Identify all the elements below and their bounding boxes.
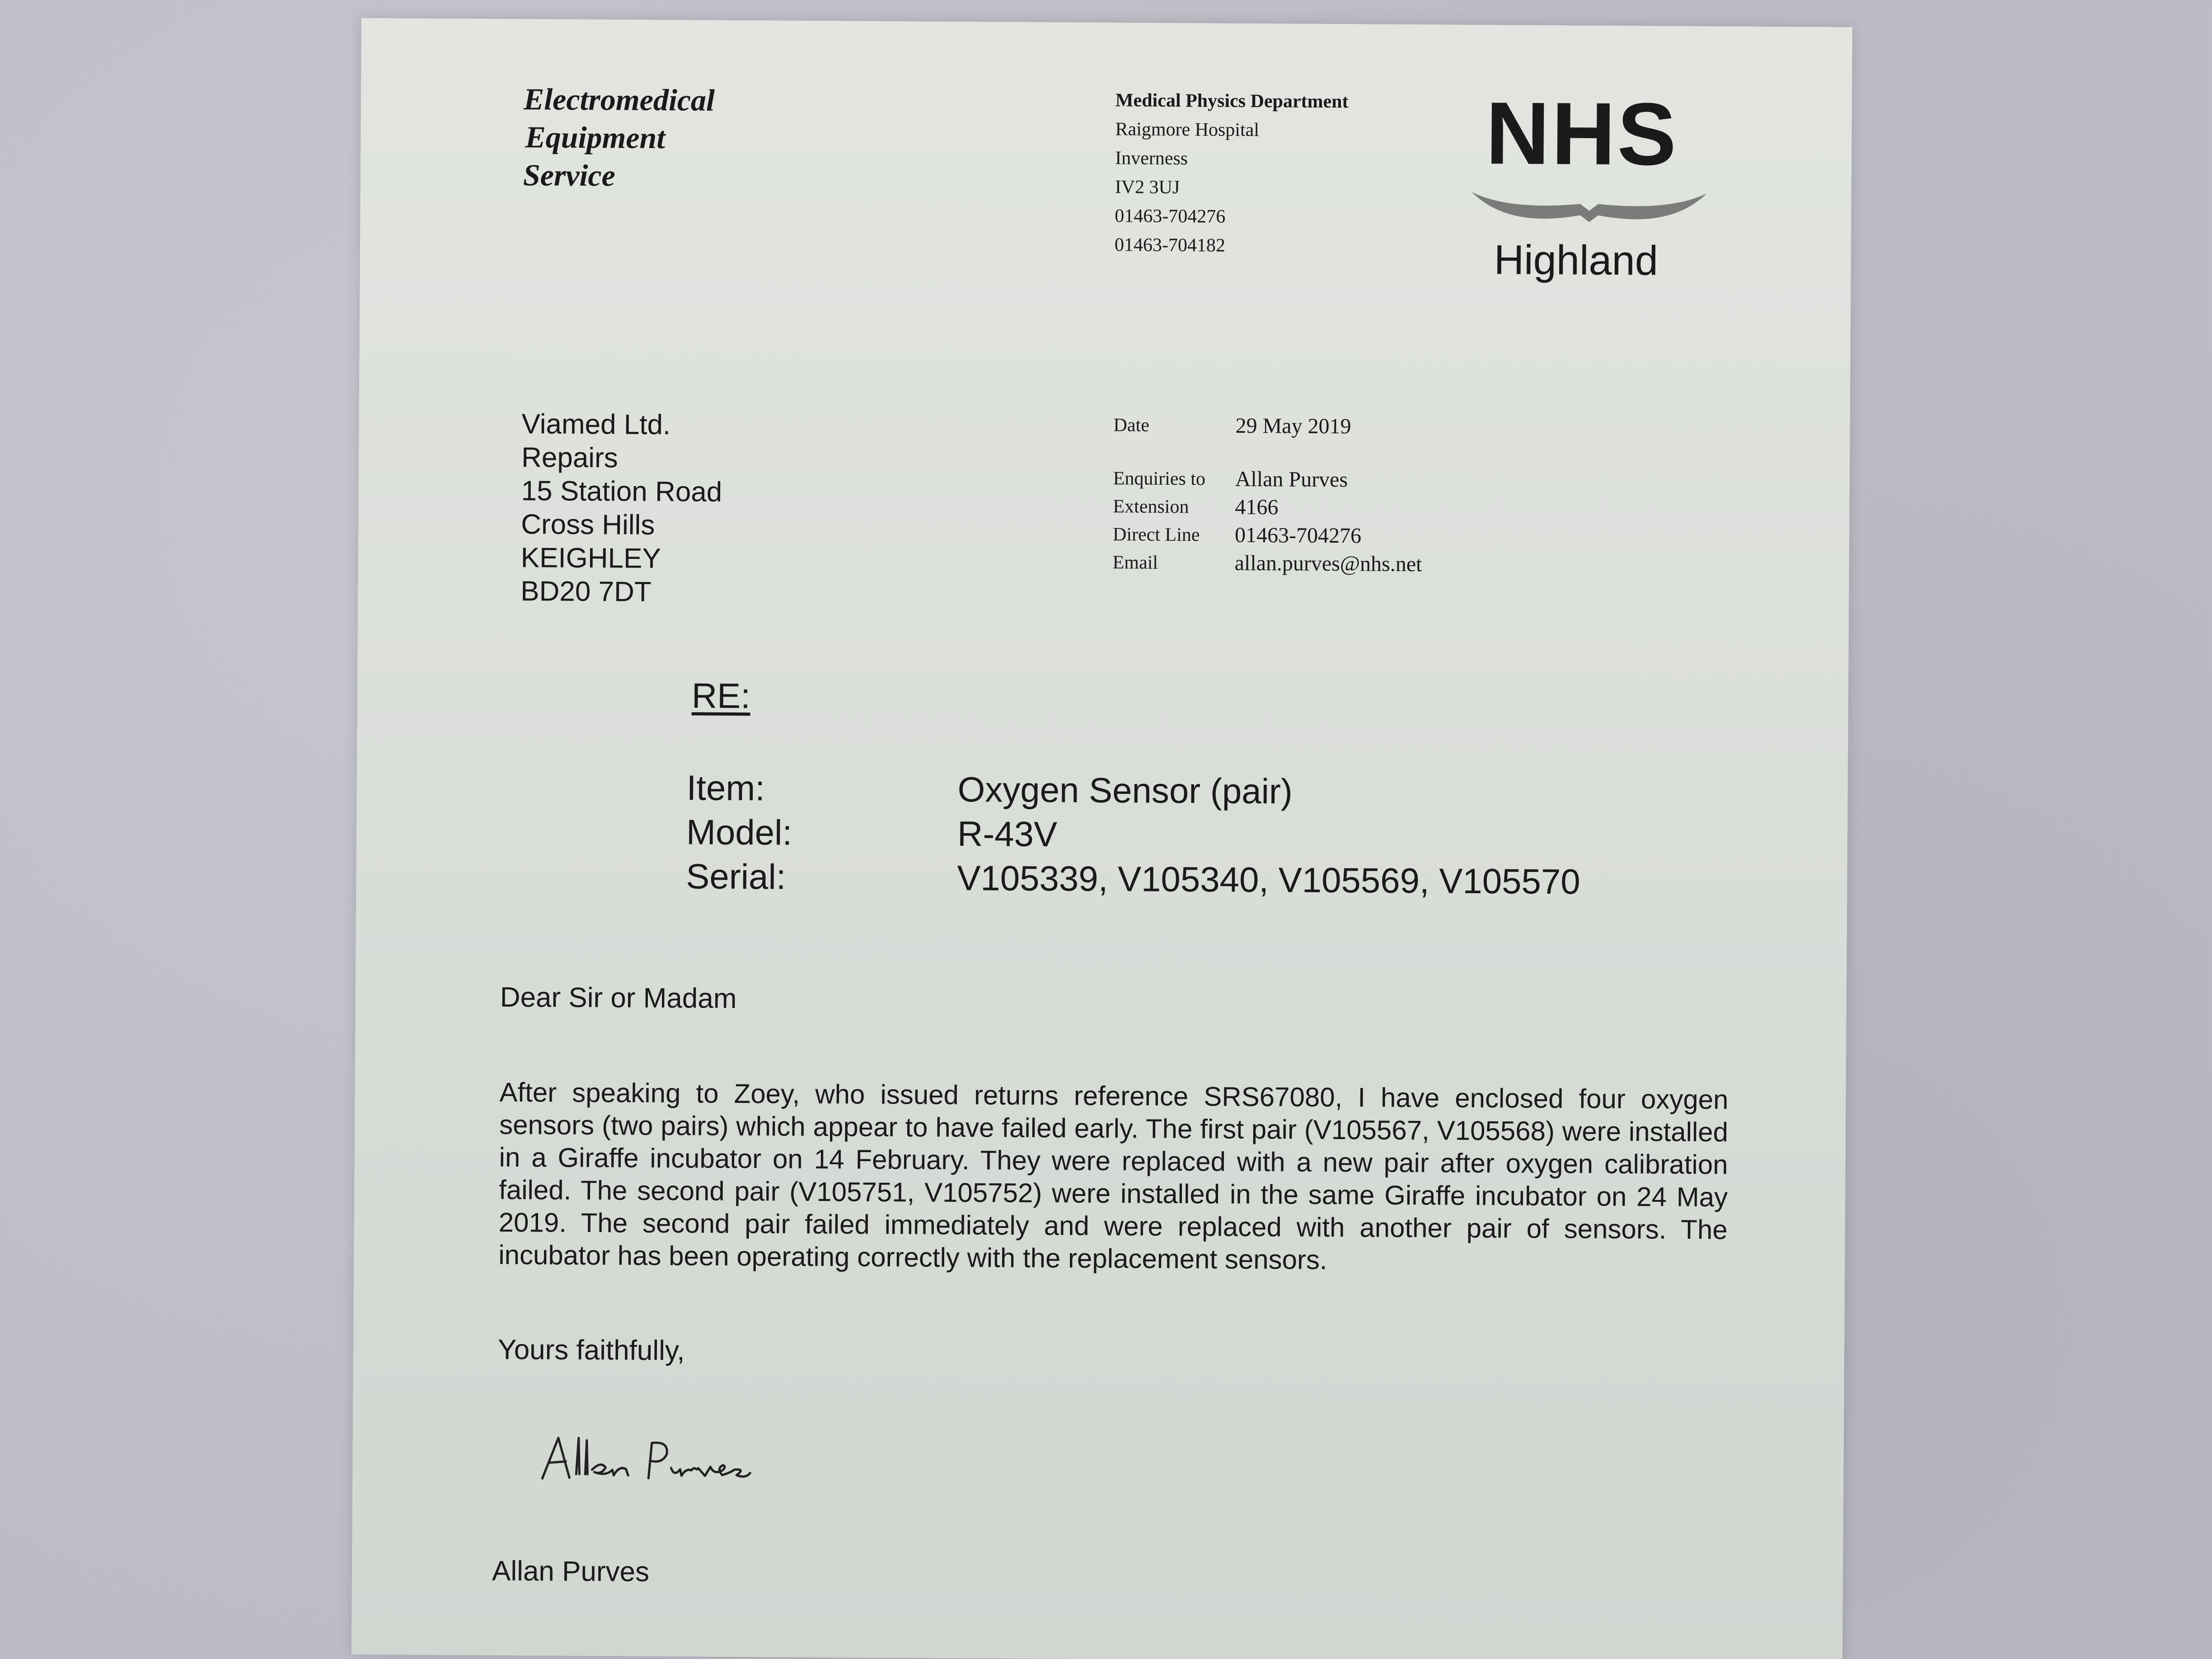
date-value: 29 May 2019	[1235, 413, 1351, 439]
item-details	[686, 765, 1581, 904]
address-line: Inverness	[1115, 148, 1188, 169]
enquiries-value: Allan Purves	[1235, 467, 1348, 492]
item-value: Oxygen Sensor (pair)	[957, 769, 1293, 811]
serial-row	[686, 854, 1580, 904]
letter-page	[351, 18, 1852, 1659]
date-row	[1113, 411, 1423, 441]
recipient-line: Viamed Ltd.	[521, 408, 671, 441]
enquiries-label: Enquiries to	[1113, 468, 1206, 490]
email-value: allan.purves@nhs.net	[1234, 551, 1422, 576]
service-line-3: Service	[523, 158, 616, 193]
salutation: Dear Sir or Madam	[500, 981, 737, 1015]
extension-row	[1113, 492, 1422, 522]
serial-value: V105339, V105340, V105569, V105570	[957, 858, 1580, 902]
model-label: Model:	[686, 812, 792, 853]
address-line: IV2 3UJ	[1115, 177, 1180, 198]
letter-meta	[1113, 411, 1423, 578]
email-label: Email	[1112, 552, 1158, 573]
recipient-line: Repairs	[521, 442, 618, 474]
department-name: Medical Physics Department	[1115, 90, 1349, 112]
service-line-2: Equipment	[525, 120, 665, 155]
address-phone: 01463-704276	[1115, 206, 1226, 227]
department-address	[1115, 86, 1349, 261]
extension-label: Extension	[1113, 496, 1189, 518]
enquiries-row	[1113, 464, 1423, 494]
address-phone: 01463-704182	[1114, 234, 1226, 256]
recipient-line: Cross Hills	[520, 509, 655, 541]
extension-value: 4166	[1235, 495, 1279, 520]
handwritten-signature	[533, 1424, 769, 1493]
logo-nhs-text: NHS	[1485, 84, 1679, 184]
letter-body: After speaking to Zoey, who issued returns reference SRS67080, I have enclosed four oxygen sensors (two pairs) which appear to have failed early. The first pair (V105567, V105568) were installed in a Giraffe incubator on 14 February. They were replaced with a new pair after oxygen calibration failed. The second pair (V105751, V105752) were installed in the same Giraffe incubator on 24 May 2019. The second pair failed immediately and were replaced with another pair of sensors. The incubator has been operating correctly with the replacement sensors.	[498, 1077, 1729, 1275]
nhs-highland-logo	[1467, 84, 1712, 297]
item-label: Item:	[686, 768, 765, 808]
recipient-line: KEIGHLEY	[520, 542, 661, 574]
recipient-address	[520, 408, 722, 609]
direct-line-value: 01463-704276	[1234, 523, 1362, 548]
closing: Yours faithfully,	[497, 1334, 685, 1367]
logo-swoosh-icon	[1467, 178, 1711, 239]
date-label: Date	[1113, 415, 1149, 436]
serial-label: Serial:	[686, 856, 786, 897]
re-heading: RE:	[691, 675, 751, 716]
logo-region-text: Highland	[1494, 237, 1659, 284]
email-row	[1113, 548, 1422, 578]
model-row	[686, 810, 1581, 859]
model-value: R-43V	[957, 814, 1058, 854]
service-line-1: Electromedical	[523, 82, 715, 117]
recipient-line: 15 Station Road	[521, 475, 722, 508]
recipient-line: BD20 7DT	[520, 576, 651, 608]
signer-name: Allan Purves	[492, 1555, 650, 1588]
direct-line-label: Direct Line	[1112, 524, 1200, 546]
service-name	[523, 80, 715, 195]
direct-line-row	[1113, 520, 1422, 550]
address-line: Raigmore Hospital	[1115, 119, 1260, 141]
item-row	[686, 765, 1581, 815]
